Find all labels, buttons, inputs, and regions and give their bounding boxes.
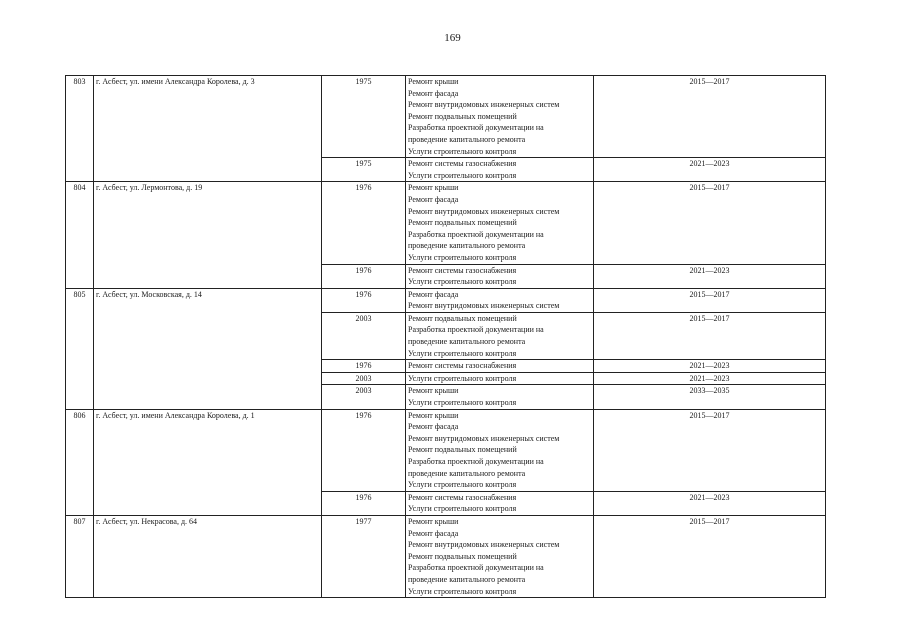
works-cell: [406, 360, 594, 373]
year-cell: 1977: [322, 515, 406, 597]
work-item: Услуги строительного контроля: [408, 586, 517, 596]
year-cell: 2003: [322, 312, 406, 359]
period-cell: 2021—2023: [594, 491, 826, 515]
address-cell: г. Асбест, ул. Московская, д. 14: [94, 288, 322, 409]
page-number: 169: [444, 32, 461, 44]
object-number-cell: 805: [66, 288, 94, 409]
period-cell: 2015—2017: [594, 76, 826, 158]
table-row: [66, 288, 826, 312]
object-number-cell: 807: [66, 515, 94, 597]
work-item: Ремонт крыши: [408, 516, 459, 526]
work-item: Услуги строительного контроля: [408, 348, 517, 358]
works-cell: [406, 158, 594, 182]
work-item: проведение капитального ремонта: [408, 134, 526, 144]
address-cell: г. Асбест, ул. Некрасова, д. 64: [94, 515, 322, 597]
work-item: Ремонт крыши: [408, 386, 459, 396]
object-number-cell: 806: [66, 409, 94, 515]
table-row: [66, 182, 826, 264]
year-cell: 1975: [322, 158, 406, 182]
work-item: Ремонт системы газоснабжения: [408, 265, 517, 275]
capital-repair-table: [65, 75, 826, 598]
works-cell: [406, 312, 594, 359]
year-cell: 2003: [322, 385, 406, 409]
work-item: Разработка проектной документации на: [408, 229, 544, 239]
work-item: Разработка проектной документации на: [408, 325, 544, 335]
table-row: [66, 76, 826, 158]
work-item: Ремонт внутридомовых инженерных систем: [408, 540, 560, 550]
year-cell: 1976: [322, 288, 406, 312]
works-cell: [406, 182, 594, 264]
works-cell: [406, 372, 594, 385]
work-item: Ремонт подвальных помещений: [408, 445, 517, 455]
work-item: Ремонт крыши: [408, 410, 459, 420]
work-item: проведение капитального ремонта: [408, 574, 526, 584]
year-cell: 2003: [322, 372, 406, 385]
works-cell: [406, 76, 594, 158]
work-item: Ремонт подвальных помещений: [408, 551, 517, 561]
work-item: Ремонт внутридомовых инженерных систем: [408, 433, 560, 443]
work-item: Ремонт системы газоснабжения: [408, 159, 517, 169]
work-item: Услуги строительного контроля: [408, 146, 517, 156]
work-item: Ремонт крыши: [408, 77, 459, 86]
period-cell: 2015—2017: [594, 409, 826, 491]
period-cell: 2015—2017: [594, 515, 826, 597]
period-cell: 2015—2017: [594, 288, 826, 312]
address-cell: г. Асбест, ул. Лермонтова, д. 19: [94, 182, 322, 288]
work-item: Разработка проектной документации на: [408, 563, 544, 573]
period-cell: 2033—2035: [594, 385, 826, 409]
table-row: [66, 515, 826, 597]
work-item: проведение капитального ремонта: [408, 337, 526, 347]
work-item: Услуги строительного контроля: [408, 398, 517, 408]
work-item: Разработка проектной документации на: [408, 123, 544, 133]
year-cell: 1976: [322, 264, 406, 288]
work-item: Ремонт подвальных помещений: [408, 111, 517, 121]
year-cell: 1976: [322, 182, 406, 264]
table-row: [66, 409, 826, 491]
work-item: проведение капитального ремонта: [408, 241, 526, 251]
work-item: Ремонт системы газоснабжения: [408, 361, 517, 371]
year-cell: 1975: [322, 76, 406, 158]
work-item: Ремонт фасада: [408, 289, 459, 299]
period-cell: 2021—2023: [594, 264, 826, 288]
work-item: Разработка проектной документации на: [408, 457, 544, 466]
work-item: Услуги строительного контроля: [408, 277, 517, 287]
period-cell: 2021—2023: [594, 158, 826, 182]
works-cell: [406, 515, 594, 597]
work-item: Ремонт внутридомовых инженерных систем: [408, 301, 560, 311]
work-item: проведение капитального ремонта: [408, 468, 526, 478]
work-item: Ремонт внутридомовых инженерных систем: [408, 206, 560, 216]
period-cell: 2021—2023: [594, 360, 826, 373]
object-number-cell: 803: [66, 76, 94, 182]
works-cell: [406, 385, 594, 409]
work-item: Ремонт фасада: [408, 194, 459, 204]
period-cell: 2021—2023: [594, 372, 826, 385]
address-cell: г. Асбест, ул. имени Александра Королева, д. 1: [94, 409, 322, 515]
object-number-cell: 804: [66, 182, 94, 288]
work-item: Услуги строительного контроля: [408, 480, 517, 490]
work-item: Услуги строительного контроля: [408, 504, 517, 514]
work-item: Ремонт системы газоснабжения: [408, 492, 517, 502]
work-item: Ремонт фасада: [408, 88, 459, 98]
works-cell: [406, 491, 594, 515]
work-item: Ремонт крыши: [408, 183, 459, 193]
work-item: Ремонт подвальных помещений: [408, 313, 517, 323]
work-item: Услуги строительного контроля: [408, 170, 517, 180]
work-item: Ремонт внутридомовых инженерных систем: [408, 100, 560, 110]
address-cell: г. Асбест, ул. имени Александра Королева, д. 3: [94, 76, 322, 182]
year-cell: 1976: [322, 491, 406, 515]
year-cell: 1976: [322, 409, 406, 491]
year-cell: 1976: [322, 360, 406, 373]
period-cell: 2015—2017: [594, 312, 826, 359]
work-item: Ремонт фасада: [408, 528, 459, 538]
work-item: Ремонт подвальных помещений: [408, 218, 517, 228]
period-cell: 2015—2017: [594, 182, 826, 264]
work-item: Услуги строительного контроля: [408, 373, 517, 383]
works-cell: [406, 409, 594, 491]
works-cell: [406, 288, 594, 312]
work-item: Услуги строительного контроля: [408, 252, 517, 262]
work-item: Ремонт фасада: [408, 422, 459, 432]
works-cell: [406, 264, 594, 288]
